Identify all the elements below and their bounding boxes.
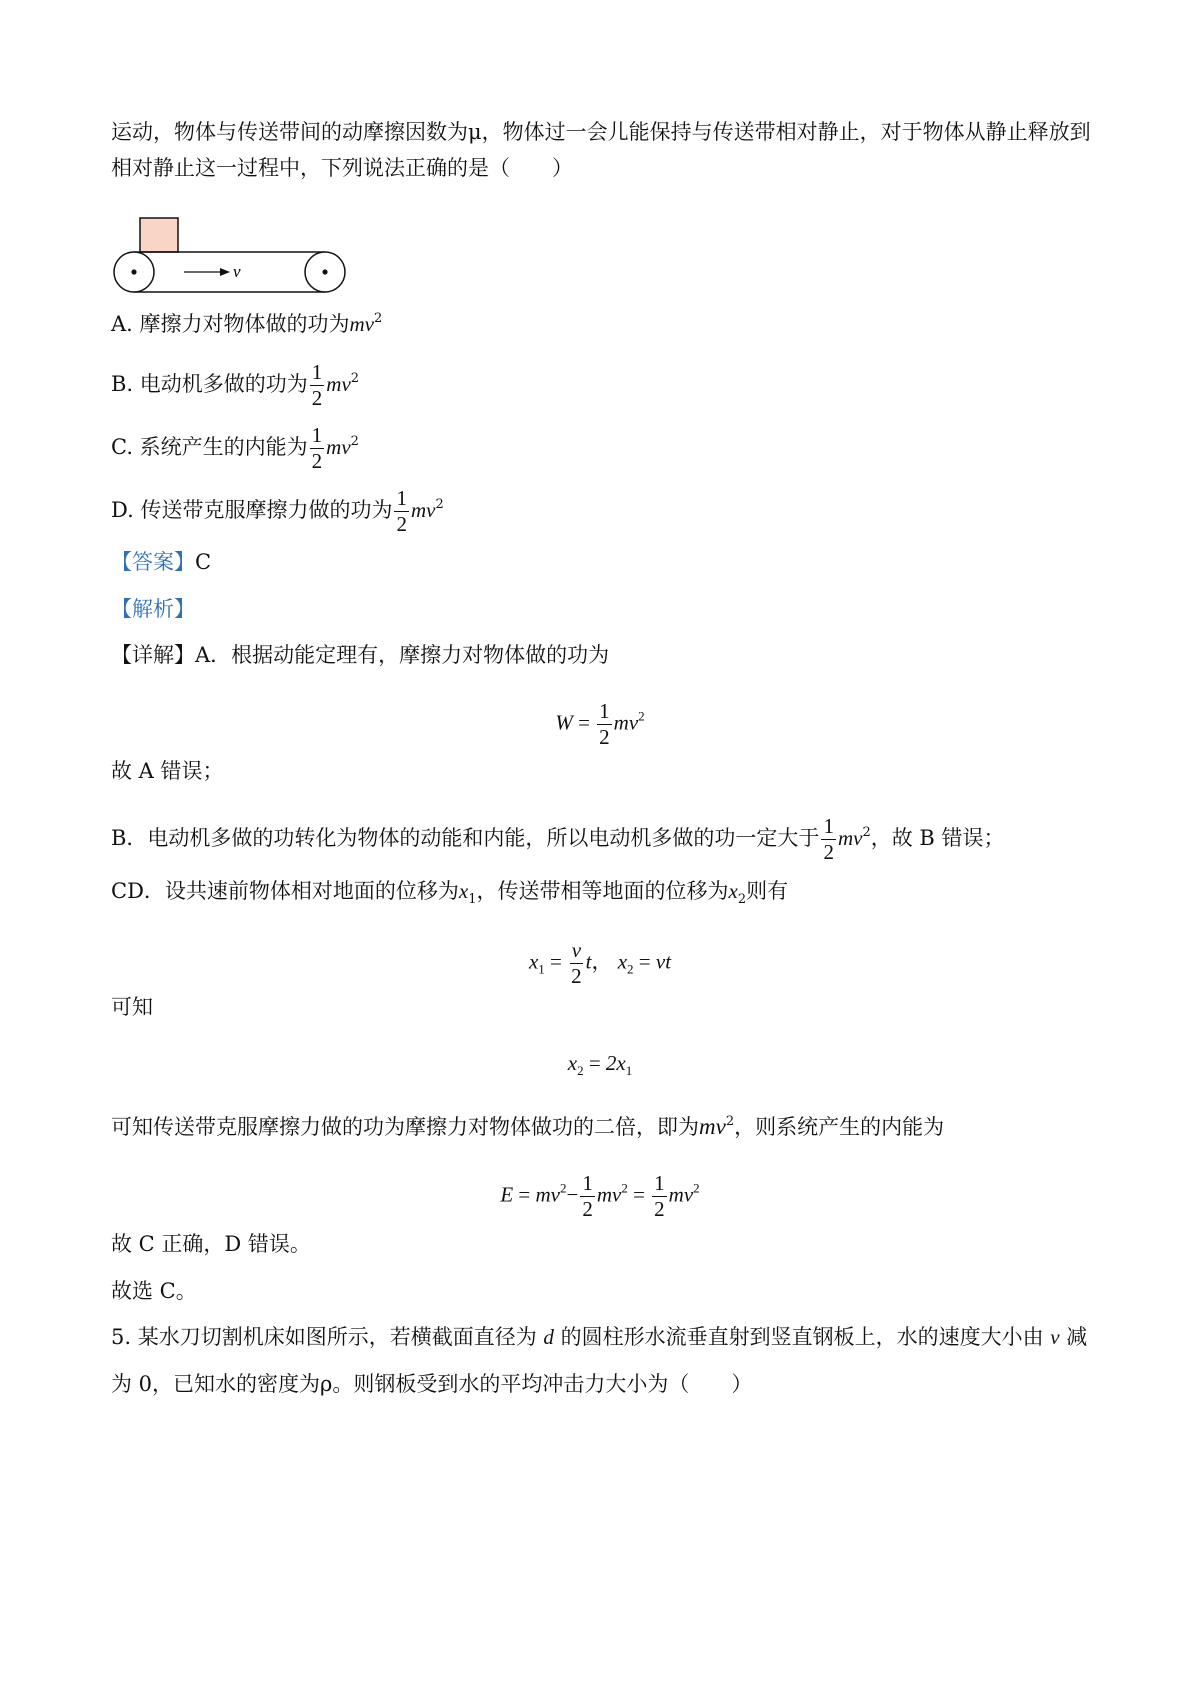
- detail-cd-end: 则有: [746, 879, 789, 903]
- option-b-math: mv: [326, 372, 351, 396]
- fraction: [569, 940, 584, 987]
- fraction-numerator: 1: [311, 360, 323, 384]
- eq-sign: =: [578, 710, 590, 735]
- detail-b-text: B．电动机多做的功转化为物体的动能和内能，所以电动机多做的功一定大于: [111, 826, 820, 850]
- option-d-text: D. 传送带克服摩擦力做的功为: [111, 498, 393, 522]
- fraction: [652, 1173, 667, 1220]
- superscript: 2: [621, 1180, 628, 1196]
- fraction: [310, 362, 325, 409]
- eq-sign: =: [638, 949, 651, 974]
- fraction-numerator: 1: [396, 486, 407, 510]
- analysis-tag: 【解析】: [111, 597, 195, 621]
- option-c: [111, 425, 359, 472]
- problem-stem-line-1: 运动，物体与传送带间的动摩擦因数为μ，物体过一会儿能保持与传送带相对静止，对于物体从静止释放到: [111, 120, 1091, 144]
- eq-sign: =: [588, 1051, 601, 1075]
- fraction-denominator: 2: [582, 1197, 593, 1221]
- velocity-arrow-head: [220, 268, 230, 276]
- detail-cd-text: CD．设共速前物体相对地面的位移为: [111, 879, 459, 903]
- fraction: [310, 425, 325, 472]
- subscript: 1: [625, 1063, 633, 1078]
- left-pulley-axle: [131, 269, 136, 274]
- fraction-numerator: 1: [823, 814, 834, 838]
- problem5-mid: 的圆柱形水流垂直射到竖直钢板上，水的速度大小由: [560, 1325, 1044, 1349]
- choose-line: 故选 C。: [111, 1279, 197, 1303]
- superscript: 2: [862, 825, 871, 840]
- answer-tag: 【答案】: [111, 550, 195, 574]
- conclude-cd: 故 C 正确，D 错误。: [111, 1232, 311, 1256]
- know-line-2: [111, 1112, 944, 1142]
- eq-rhs: 2x: [605, 1051, 626, 1075]
- problem5-line-2: 为 0，已知水的密度为ρ。则钢板受到水的平均冲击力大小为（ ）: [111, 1372, 753, 1396]
- eq-rhs: mv: [613, 710, 639, 735]
- fraction: [597, 701, 612, 748]
- fraction-denominator: 2: [599, 725, 610, 749]
- eq-minus: −: [566, 1182, 579, 1207]
- problem5-line-1: [111, 1322, 1087, 1352]
- subscript: 2: [577, 1063, 584, 1078]
- var-d: d: [543, 1325, 554, 1349]
- subscript: 2: [737, 892, 747, 907]
- var-v: v: [1050, 1325, 1060, 1349]
- detail-cd-mid: ，传送带相等地面的位移为: [476, 879, 729, 903]
- superscript: 2: [725, 1114, 735, 1129]
- equation-work: [0, 701, 1200, 748]
- equation-ratio: [0, 1048, 1200, 1078]
- var-x: x: [728, 879, 738, 903]
- detail-cd-line: [111, 876, 788, 906]
- equation-energy: [0, 1173, 1200, 1220]
- problem5-end: 减: [1066, 1325, 1088, 1349]
- eq-term: mv: [596, 1182, 622, 1207]
- detail-tag: 【详解】: [111, 643, 195, 667]
- superscript: 2: [350, 434, 359, 449]
- option-c-math: mv: [326, 435, 351, 459]
- eq-term: mv: [668, 1182, 694, 1207]
- eq-lhs: E: [500, 1182, 514, 1207]
- fraction: [580, 1173, 595, 1220]
- fraction-numerator: 1: [654, 1171, 665, 1195]
- problem5-text: 5. 某水刀切割机床如图所示，若横截面直径为: [111, 1325, 537, 1349]
- block: [140, 218, 178, 252]
- fraction-denominator: 2: [311, 449, 323, 473]
- right-pulley-axle: [322, 269, 327, 274]
- fraction-numerator: v: [571, 938, 582, 962]
- eq-lhs: W: [555, 710, 573, 735]
- superscript: 2: [638, 708, 645, 724]
- fraction-denominator: 2: [823, 840, 834, 864]
- superscript: 2: [559, 1180, 567, 1196]
- fraction-denominator: 2: [396, 512, 407, 536]
- superscript: 2: [374, 311, 383, 326]
- know2-text: 可知传送带克服摩擦力做的功为摩擦力对物体做功的二倍，即为: [111, 1115, 699, 1139]
- option-d: [111, 488, 444, 535]
- know2-end: ，则系统产生的内能为: [734, 1115, 945, 1139]
- know2-math: mv: [699, 1114, 726, 1139]
- fraction-denominator: 2: [311, 386, 323, 410]
- fraction-denominator: 2: [654, 1197, 665, 1221]
- option-c-text: C. 系统产生的内能为: [111, 435, 308, 459]
- conveyor-belt-figure: [112, 216, 352, 296]
- var-x: x: [617, 949, 628, 974]
- option-d-math: mv: [410, 498, 436, 522]
- var-x: x: [528, 949, 539, 974]
- superscript: 2: [435, 497, 444, 512]
- subscript: 2: [627, 961, 634, 977]
- fraction-numerator: 1: [582, 1171, 593, 1195]
- equation-displacements: [0, 940, 1200, 987]
- eq-sign: =: [633, 1182, 645, 1207]
- superscript: 2: [693, 1180, 700, 1196]
- option-a-text: A. 摩擦力对物体做的功为: [111, 312, 350, 336]
- eq-term: mv: [535, 1182, 560, 1207]
- fraction-denominator: 2: [571, 964, 582, 988]
- eq-t: t: [585, 949, 592, 974]
- option-a: [111, 309, 382, 339]
- problem-stem-line-2: 相对静止这一过程中，下列说法正确的是（ ）: [111, 156, 573, 180]
- answer-value: C: [195, 550, 212, 574]
- detail-b-end: ，故 B 错误；: [870, 826, 1005, 850]
- analysis-line: [111, 594, 195, 624]
- var-x: x: [567, 1051, 578, 1075]
- fraction: [394, 488, 409, 535]
- eq-sign: =: [550, 949, 562, 974]
- answer-line: [111, 547, 211, 577]
- fraction-numerator: 1: [311, 423, 323, 447]
- fraction-numerator: 1: [599, 699, 610, 723]
- eq-sign: =: [518, 1182, 531, 1207]
- detail-a-text: A．根据动能定理有，摩擦力对物体做的功为: [195, 643, 610, 667]
- option-a-math: mv: [349, 312, 375, 336]
- subscript: 1: [468, 892, 477, 907]
- detail-b-math: mv: [837, 826, 863, 850]
- option-b: [111, 362, 359, 409]
- var-x: x: [458, 879, 469, 903]
- know-line: 可知: [111, 995, 153, 1019]
- superscript: 2: [350, 371, 360, 386]
- detail-a-line: [111, 640, 609, 670]
- detail-b-line: [111, 816, 1005, 863]
- velocity-label: v: [233, 262, 241, 281]
- subscript: 1: [538, 961, 545, 977]
- eq-separator: ，: [591, 949, 613, 974]
- fraction: [821, 816, 836, 863]
- conclude-a: 故 A 错误；: [111, 759, 224, 783]
- eq-rhs: vt: [655, 949, 672, 974]
- option-b-text: B. 电动机多做的功为: [111, 372, 308, 396]
